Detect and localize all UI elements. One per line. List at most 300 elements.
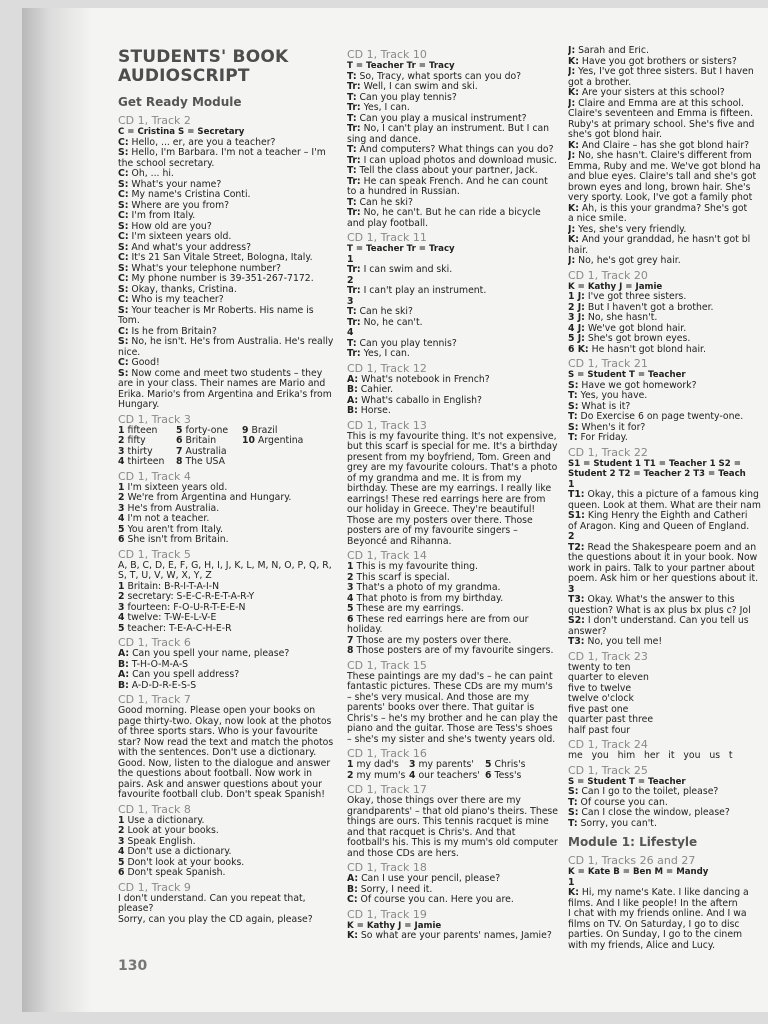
item-number: 3 — [409, 759, 416, 770]
item-number: 2 — [118, 435, 125, 446]
track-heading: CD 1, Track 10 — [347, 48, 427, 61]
line-text: Can you spell your name, please? — [132, 648, 290, 659]
script-line — [118, 535, 336, 546]
line-text: twelve: T-W-E-L-V-E — [127, 612, 217, 623]
line-text: Claire's seventeen and Emma is fifteen. — [568, 108, 754, 119]
speaker-label: J: — [568, 46, 576, 56]
grid-cell — [409, 771, 485, 782]
line-text: Are your sisters at this school? — [581, 87, 725, 98]
line-text: queen. Look at them. What are their nam — [568, 499, 761, 511]
script-line — [568, 235, 768, 246]
speaker-label: 3 — [347, 295, 354, 307]
line-text: I'm from Italy. — [131, 210, 196, 221]
track-heading: CD 1, Track 24 — [568, 738, 648, 751]
line-text: work in pairs. Talk to your partner about — [568, 562, 755, 574]
script-line — [118, 706, 336, 801]
track-heading: CD 1, Track 2 — [118, 114, 191, 127]
speaker-label: 2 — [118, 492, 125, 503]
line-text: When's it for? — [581, 421, 646, 433]
speaker-legend: K = Kathy J = Jamie — [568, 281, 663, 292]
speaker-label: 2 — [347, 571, 354, 583]
speaker-label: S: — [118, 336, 129, 347]
line-text: Hello, ... er, are you a teacher? — [131, 136, 276, 148]
line-text: And what's your address? — [131, 241, 252, 253]
speaker-label: B: — [347, 384, 358, 395]
line-text: half past four — [568, 724, 631, 736]
line-text: Do Exercise 6 on page twenty-one. — [580, 411, 744, 422]
speaker-label: 2 — [118, 825, 125, 836]
script-line — [347, 406, 560, 417]
script-line — [568, 256, 768, 267]
speaker-label: Tr: — [347, 81, 361, 92]
line-text: Okay. What's the answer to this — [587, 594, 735, 605]
line-text: He's from Australia. — [127, 502, 220, 514]
track-heading: CD 1, Track 8 — [118, 802, 191, 816]
line-text: You aren't from Italy. — [127, 523, 223, 535]
section-heading: Get Ready Module — [118, 95, 242, 109]
line-text: quarter to eleven — [568, 672, 649, 683]
speaker-legend: S = Student T = Teacher — [568, 370, 686, 380]
line-text: My phone number is 39-351-267-7172. — [131, 273, 314, 284]
line-text: Now come and meet two students – they are in your class. Their names are Mario and Erika. Mario's from Argentina and Erika's from Hungary. — [118, 367, 335, 410]
speaker-legend: C = Cristina S = Secretary — [118, 127, 245, 137]
column-left — [118, 46, 336, 925]
line-text: Emma, Ruby and me. We've got blond ha — [568, 160, 761, 172]
speaker-label: 1 — [118, 814, 125, 826]
item-word: Tess's — [494, 769, 522, 781]
line-text: Of course you can. Here you are. — [360, 894, 514, 905]
speaker-label: 5 J: — [568, 333, 585, 344]
track-heading: CD 1, Track 21 — [568, 357, 648, 370]
line-text: Ah, is this your grandma? She's got — [581, 202, 748, 214]
script-line — [118, 306, 336, 327]
numbered-word-grid — [118, 426, 336, 468]
speaker-label: 3 — [347, 582, 354, 593]
line-text: This scarf is special. — [356, 571, 450, 583]
speaker-label: 4 — [118, 846, 125, 857]
line-text: I chat with my friends online. And I wa — [568, 908, 747, 919]
line-text: No, she hasn't. — [587, 312, 658, 323]
speaker-label: 1 — [347, 253, 354, 265]
grid-cell — [485, 771, 560, 782]
grid-cell — [176, 457, 242, 468]
line-text: very sporty. Look, I've got a family phot — [568, 192, 753, 203]
speaker-label: 1 — [568, 876, 575, 888]
track-heading: CD 1, Track 23 — [568, 649, 648, 663]
line-text: For Friday. — [580, 432, 628, 443]
line-text: five to twelve — [568, 682, 632, 694]
script-line — [347, 672, 560, 746]
speaker-label: K: — [568, 202, 579, 214]
line-text: poem. Ask him or her questions about it. — [568, 573, 759, 584]
speaker-label: C: — [118, 273, 129, 284]
speaker-label: 5 — [118, 856, 125, 868]
speaker-label: T2: — [568, 541, 585, 553]
line-text: Can you spell address? — [132, 669, 240, 680]
speaker-label: 4 — [347, 327, 354, 338]
item-number: 5 — [176, 424, 183, 436]
line-text: Good morning. Please open your books on page thirty-two. Okay, now look at the photos of three sports stars. Who is your favourite star? Now read the text and match the photos with the sentences. Don't use a dictionary. Good. Now, listen to the dialogue and answer the questions about football. Now work in pairs. Ask and answer questions about your favourite football club. Don't speak Spanish! — [118, 705, 337, 800]
track-heading: CD 1, Track 9 — [118, 880, 191, 894]
speaker-label: A: — [347, 873, 359, 884]
speaker-label: Tr: — [347, 154, 361, 166]
script-line — [347, 177, 560, 198]
line-text: Hi, my name's Kate. I like dancing a — [581, 887, 749, 898]
line-text: And Claire – has she got blond hair? — [581, 139, 750, 151]
line-text: She's got brown eyes. — [587, 333, 691, 344]
line-text: What's caballo in English? — [361, 394, 482, 406]
line-text: Those posters are of my favourite singers. — [356, 645, 554, 656]
speaker-label: C: — [118, 357, 129, 368]
speaker-label: T: — [568, 817, 578, 829]
speaker-label: Tr: — [347, 123, 361, 134]
item-word: fifteen — [127, 424, 158, 436]
line-text: I don't understand. Can you tell us — [587, 615, 749, 626]
script-line — [118, 681, 336, 692]
track-heading: CD 1, Track 11 — [347, 231, 427, 244]
item-word: thirty — [127, 445, 153, 457]
line-text: Claire and Emma are at this school. — [578, 97, 744, 109]
script-line — [118, 915, 336, 926]
line-text: Who is my teacher? — [131, 294, 224, 305]
speaker-legend: T = Teacher Tr = Tracy — [347, 61, 455, 71]
speaker-label: J: — [568, 150, 576, 161]
script-line — [568, 574, 768, 585]
line-text: Okay, those things over there are my grandparents' – that old piano's theirs. These things are ours. This tennis racquet is mine and that racquet is Chris's. And that football's his. This is my mum's old computer and those CDs are hers. — [347, 795, 561, 859]
line-text: No, he can't. But he can ride a bicycle and play football. — [347, 207, 544, 229]
speaker-label: 1 J: — [568, 291, 585, 302]
line-text: Horse. — [360, 405, 391, 416]
track-heading: CD 1, Track 16 — [347, 747, 427, 760]
item-word: Argentina — [257, 435, 304, 446]
line-text: No, he's got grey hair. — [578, 255, 681, 266]
speaker-label: B: — [118, 679, 129, 691]
speaker-label: K: — [568, 55, 579, 67]
line-text: brown eyes and long, brown hair. She's — [568, 181, 751, 193]
speaker-label: 5 — [118, 523, 125, 535]
speaker-label: 2 — [118, 591, 125, 602]
speaker-label: 4 J: — [568, 322, 585, 334]
item-number: 2 — [347, 769, 354, 781]
line-text: twelve o'clock — [568, 693, 634, 704]
track-heading: CD 1, Track 7 — [118, 693, 191, 706]
line-text: Hello, I'm Barbara. I'm not a teacher – I'm the school secretary. — [118, 147, 329, 169]
line-text: No, she hasn't. Claire's different from — [578, 150, 752, 161]
speaker-label: K: — [568, 87, 579, 98]
grid-cell — [347, 771, 409, 782]
speaker-label: T3: — [568, 636, 585, 647]
speaker-label: 3 — [118, 502, 125, 514]
speaker-label: S: — [118, 283, 129, 295]
speaker-label: Tr: — [347, 316, 361, 328]
script-line — [118, 369, 336, 411]
speaker-label: T: — [347, 144, 357, 155]
line-text: I can upload photos and download music. — [363, 154, 557, 166]
line-text: Cahier. — [360, 384, 394, 395]
line-text: Is he from Britain? — [131, 325, 217, 337]
speaker-label: T: — [347, 196, 357, 208]
line-text: Yes, I can. — [363, 102, 410, 113]
item-word: Britain — [185, 435, 217, 446]
track-heading: CD 1, Track 15 — [347, 658, 427, 672]
speaker-label: C: — [118, 136, 129, 148]
track-heading: CD 1, Track 12 — [347, 361, 427, 375]
speaker-label: 4 — [118, 513, 125, 524]
script-line — [347, 349, 560, 360]
speaker-label: J: — [568, 97, 576, 109]
line-text: I'm sixteen years old. — [131, 231, 232, 242]
line-text: five past one — [568, 703, 629, 715]
speaker-label: A: — [118, 648, 130, 659]
script-line — [347, 286, 560, 297]
item-number: 6 — [485, 769, 492, 781]
speaker-label: 4 — [118, 612, 125, 623]
book-spine-shadow — [22, 8, 92, 1012]
speaker-label: 3 — [118, 835, 125, 847]
grid-cell — [242, 447, 336, 458]
line-text: I don't understand. Can you repeat that, please? — [118, 892, 309, 914]
line-text: Can he ski? — [359, 306, 413, 317]
line-text: Yes, I've got three sisters. But I haven — [578, 66, 754, 77]
speaker-label: 6 — [347, 613, 354, 625]
line-text: Sarah and Eric. — [578, 46, 649, 56]
speaker-label: S: — [118, 241, 129, 253]
line-text: Can you play tennis? — [359, 337, 457, 349]
speaker-label: T3: — [568, 594, 585, 605]
line-text: We're from Argentina and Hungary. — [127, 492, 292, 503]
speaker-label: K: — [568, 139, 579, 151]
script-line — [347, 931, 560, 942]
line-text: Sorry, can you play the CD again, please? — [118, 913, 313, 925]
line-text: That's a photo of my grandma. — [356, 582, 501, 593]
speaker-label: Tr: — [347, 102, 361, 113]
speaker-label: 6 K: — [568, 343, 589, 355]
speaker-label: A: — [118, 669, 130, 680]
script-line — [118, 894, 336, 915]
line-text: But I haven't got a brother. — [587, 301, 714, 313]
script-line — [118, 148, 336, 169]
item-word: my mum's — [356, 769, 406, 781]
speaker-label: S: — [118, 147, 129, 158]
line-text: Don't speak Spanish. — [127, 867, 226, 878]
item-number: 6 — [176, 435, 183, 446]
line-text: parties. On Sunday, I go to the cinem — [568, 929, 743, 940]
track-heading: CD 1, Track 18 — [347, 861, 427, 874]
speaker-label: T1: — [568, 489, 585, 500]
speaker-label: 1 — [118, 481, 125, 493]
speaker-label: T: — [568, 390, 578, 401]
line-text: got a brother. — [568, 76, 632, 88]
line-text: fourteen: F-O-U-R-T-E-E-N — [127, 601, 246, 613]
track-heading: CD 1, Track 5 — [118, 547, 191, 561]
speaker-label: S: — [568, 786, 579, 797]
item-word: our teachers' — [418, 769, 480, 781]
line-text: My name's Cristina Conti. — [131, 189, 251, 200]
speaker-legend: T = Teacher Tr = Tracy — [347, 244, 455, 254]
line-text: hair. — [568, 244, 589, 256]
item-number: 7 — [176, 445, 183, 457]
line-text: I've got three sisters. — [587, 291, 687, 302]
track-heading: CD 1, Track 3 — [118, 412, 191, 426]
speaker-label: T: — [347, 165, 357, 176]
page-title: STUDENTS' BOOK AUDIOSCRIPT — [118, 47, 289, 86]
line-text: Those are my posters over there. — [356, 634, 512, 646]
line-text: Of course you can. — [580, 796, 668, 808]
track-heading: CD 1, Track 20 — [568, 268, 648, 282]
line-text: T-H-O-M-A-S — [131, 658, 189, 670]
page-number: 130 — [118, 958, 148, 974]
speaker-label: 6 — [118, 867, 125, 878]
speaker-label: C: — [347, 894, 358, 905]
line-text: Can you play tennis? — [359, 91, 457, 103]
speaker-label: B: — [118, 658, 129, 670]
script-line — [568, 637, 768, 648]
track-heading: CD 1, Track 13 — [347, 418, 427, 432]
line-text: Speak English. — [127, 835, 196, 847]
speaker-label: 3 — [118, 601, 125, 613]
speaker-label: 1 — [118, 580, 125, 592]
speaker-label: 5 — [347, 603, 354, 614]
line-text: me you him her it you us t — [568, 750, 733, 761]
item-word: Brazil — [251, 424, 278, 436]
line-text: That photo is from my birthday. — [356, 592, 504, 604]
speaker-label: 2 — [347, 274, 354, 286]
speaker-label: S: — [568, 807, 579, 818]
script-line — [118, 624, 336, 635]
line-text: answer? — [568, 625, 607, 637]
line-text: Yes, I can. — [363, 348, 410, 359]
script-line — [118, 337, 336, 358]
line-text: She isn't from Britain. — [127, 534, 229, 545]
line-text: Read the Shakespeare poem and an — [587, 541, 757, 553]
line-text: No, I can't play an instrument. But I can sing and dance. — [347, 123, 553, 145]
line-text: Yes, she's very friendly. — [578, 223, 687, 235]
speaker-label: K: — [347, 930, 358, 941]
speaker-label: Tr: — [347, 264, 361, 275]
line-text: she's got blond hair. — [568, 129, 663, 140]
line-text: Sorry, you can't. — [580, 817, 657, 829]
speaker-label: 8 — [347, 645, 354, 656]
speaker-label: T: — [347, 306, 357, 317]
speaker-label: C: — [118, 325, 129, 337]
line-text: Okay, thanks, Cristina. — [131, 283, 237, 295]
line-text: No, he isn't. He's from Australia. He's really nice. — [118, 336, 337, 358]
grid-cell — [118, 457, 176, 468]
line-text: question? What is ax plus bx plus c? Jol — [568, 604, 751, 616]
item-word: my dad's — [356, 759, 399, 770]
speaker-label: 1 — [568, 478, 575, 490]
speaker-label: B: — [347, 883, 358, 895]
item-word: fifty — [127, 435, 146, 446]
speaker-label: Tr: — [347, 175, 361, 187]
speaker-label: J: — [568, 66, 576, 77]
script-line — [568, 433, 768, 444]
line-text: I can swim and ski. — [363, 264, 453, 275]
line-text: Can I go to the toilet, please? — [581, 786, 719, 797]
script-line — [347, 208, 560, 229]
speaker-label: J: — [568, 255, 576, 266]
item-word: my parents' — [418, 759, 474, 770]
speaker-label: 3 — [568, 583, 575, 595]
speaker-label: C: — [118, 294, 129, 305]
item-number: 1 — [118, 424, 125, 436]
script-line — [347, 615, 560, 636]
script-line — [568, 751, 768, 762]
speaker-label: C: — [118, 210, 129, 221]
line-text: How old are you? — [131, 220, 212, 232]
speaker-legend: Student 2 T2 = Teacher 2 T3 = Teach — [568, 469, 746, 479]
speaker-label: S: — [118, 199, 129, 211]
speaker-label: T: — [568, 411, 578, 422]
line-text: Don't use a dictionary. — [127, 846, 232, 857]
speaker-label: S: — [118, 367, 129, 379]
speaker-label: 2 J: — [568, 301, 585, 313]
item-number: 9 — [242, 424, 249, 436]
line-text: Sorry, I need it. — [360, 883, 433, 895]
line-text: I'm sixteen years old. — [127, 481, 228, 493]
item-number: 1 — [347, 759, 354, 770]
speaker-label: 7 — [347, 634, 354, 646]
item-number: 5 — [485, 759, 492, 770]
speaker-label: 2 — [568, 531, 575, 542]
item-number: 4 — [409, 769, 416, 781]
track-heading: CD 1, Track 14 — [347, 549, 427, 562]
item-word: Australia — [185, 445, 227, 457]
line-text: So, Tracy, what sports can you do? — [359, 70, 522, 82]
line-text: Can I use your pencil, please? — [361, 873, 501, 884]
track-heading: CD 1, Track 6 — [118, 636, 191, 649]
line-text: Can he ski? — [359, 196, 413, 208]
item-word: The USA — [185, 456, 225, 467]
column-middle — [347, 46, 560, 942]
speaker-label: T: — [568, 796, 578, 808]
speaker-label: 6 — [118, 534, 125, 545]
line-text: Can you play a musical instrument? — [359, 112, 527, 124]
line-text: He can speak French. And he can count to a hundred in Russian. — [347, 175, 551, 197]
speaker-label: A: — [347, 394, 359, 406]
script-line — [347, 124, 560, 145]
speaker-label: K: — [568, 234, 579, 245]
line-text: These red earrings here are from our holiday. — [347, 613, 532, 635]
numbered-word-grid — [347, 760, 560, 781]
speaker-label: 3 J: — [568, 312, 585, 323]
script-line — [568, 345, 768, 356]
line-text: Good! — [131, 357, 160, 368]
grid-cell — [242, 457, 336, 468]
line-text: Where are you from? — [131, 199, 230, 211]
script-line — [347, 796, 560, 859]
speaker-legend: S1 = Student 1 T1 = Teacher 1 S2 = — [568, 458, 741, 469]
column-right — [568, 46, 768, 951]
speaker-label: S: — [568, 421, 579, 433]
item-number: 3 — [118, 445, 125, 457]
line-text: These are my earrings. — [356, 603, 464, 614]
speaker-label: S: — [118, 304, 129, 316]
line-text: A-D-D-R-E-S-S — [131, 679, 197, 691]
script-line — [347, 895, 560, 906]
speaker-label: 1 — [347, 561, 354, 572]
line-text: quarter past three — [568, 714, 654, 725]
speaker-label: S: — [568, 379, 579, 391]
speaker-label: C: — [118, 168, 129, 179]
line-text: the questions about it in your book. Now — [568, 552, 758, 563]
speaker-label: Tr: — [347, 285, 361, 296]
line-text: This is my favourite thing. It's not expensive, but this scarf is special for me. It's a birthday present from my boyfriend, Tom. Green and grey are my favourite colours. That's a photo of my grandma and me. It is from my birthday. These are my earrings. I really like earrings! These red earrings here are from our holiday in Greece. They're beautiful! Those are my posters over there. Those posters are of my favourite singers – Beyoncé and Rihanna. — [347, 430, 561, 547]
line-text: These paintings are my dad's – he can paint fantastic pictures. These CDs are my mum's – she's very musical. And those are my parents' books over there. That guitar is Chris's – he's my brother and he can play the piano and the guitar. Those are Tess's shoes – she's my sister and she's twenty years old. — [347, 670, 561, 745]
track-heading: CD 1, Track 4 — [118, 469, 191, 483]
line-text: Oh, ... hi. — [131, 168, 174, 179]
line-text: I'm not a teacher. — [127, 513, 210, 524]
